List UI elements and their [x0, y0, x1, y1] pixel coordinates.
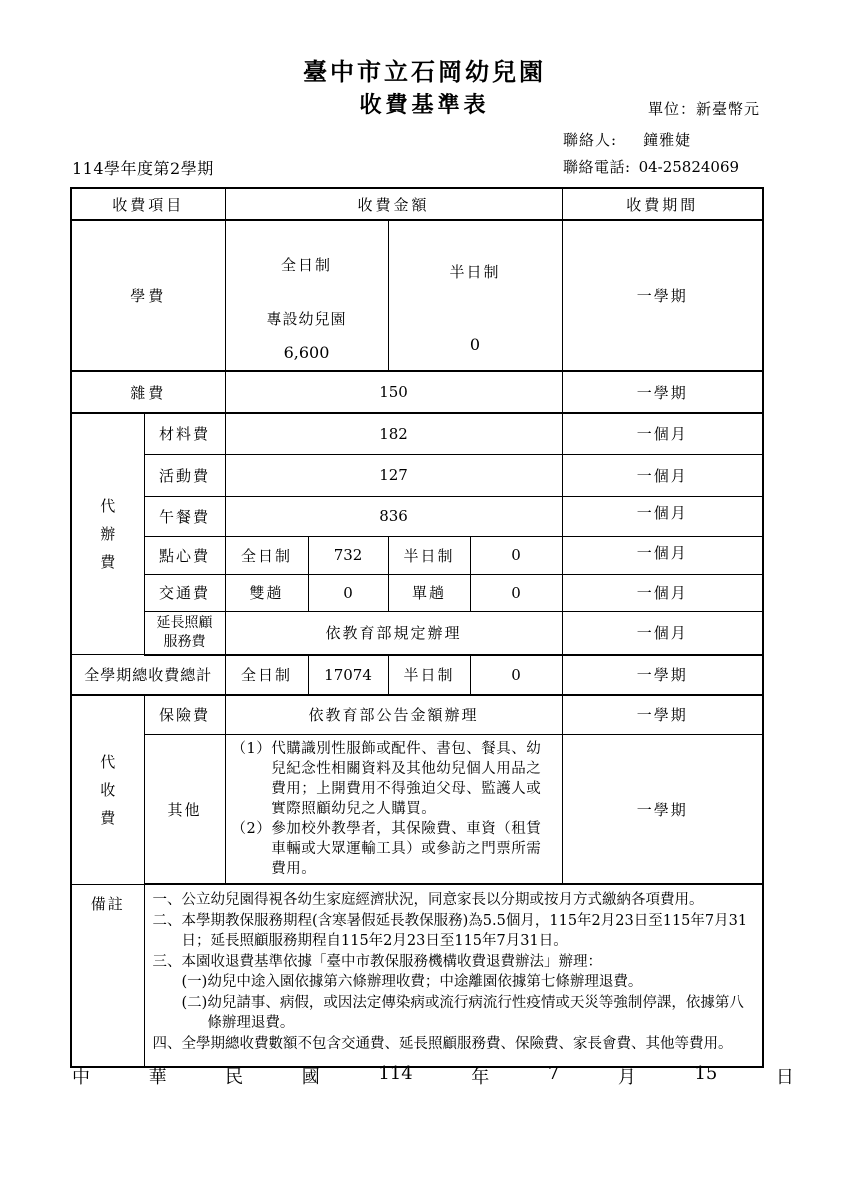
lunch-fee-period: 一個月: [562, 496, 763, 536]
header-fee-item: 收費項目: [71, 188, 225, 220]
extended-care-fee-amount: 依教育部規定辦理: [225, 611, 562, 655]
transport-single-trip-amount: 0: [470, 574, 562, 611]
lunch-fee-row: [71, 496, 763, 536]
snack-fee-row: [71, 536, 763, 574]
remarks-row: [71, 884, 763, 1067]
header-fee-period: 收費期間: [562, 188, 763, 220]
materials-fee-period: 一個月: [562, 413, 763, 454]
contact-person-name: 鐘雅婕: [643, 131, 692, 149]
extended-care-label-line1: 延長照顧: [156, 614, 213, 631]
collect-group-char: 代: [100, 752, 116, 771]
extended-care-fee-period: 一個月: [562, 611, 763, 655]
transport-single-trip-label: 單趟: [388, 574, 470, 611]
remark-item-1: [153, 890, 755, 911]
other-fees-description: [225, 735, 562, 885]
collect-fees-group-label: [71, 695, 144, 885]
semester-total-full-day-amount: 17074: [308, 655, 388, 695]
activities-fee-period: 一個月: [562, 454, 763, 496]
remark-item-3: [153, 952, 755, 973]
date-part-month: 7: [547, 1063, 560, 1084]
remark-1-marker: 一、: [152, 892, 182, 908]
other-item-2-marker: （2）: [231, 821, 272, 837]
remark-item-2: [153, 911, 755, 952]
agency-group-char: 費: [100, 553, 116, 571]
remark-3-1-marker: (一): [181, 974, 208, 990]
other-fees-item-1: [232, 739, 556, 819]
document-title: 收費基準表: [359, 92, 490, 118]
other-item-1-text: 代購識別性服飾或配件、書包、餐具、幼兒紀念性相關資料及其他幼兒個人用品之費用；上開費用不得強迫父母、監護人或實際照顧幼兒之人購買。: [271, 741, 542, 817]
collect-group-char: 費: [100, 808, 116, 827]
activities-fee-row: [71, 454, 763, 496]
tuition-row: [71, 220, 763, 371]
remarks-content: [144, 884, 763, 1067]
remark-3-marker: 三、: [152, 953, 182, 970]
transport-fee-row: [71, 574, 763, 611]
remark-3-2-text: 幼兒請事、病假，或因法定傳染病或流行病流行性疫情或天災等強制停課，依據第八條辦理退費。: [207, 994, 744, 1031]
snack-full-day-amount: 732: [308, 536, 388, 574]
lunch-fee-label: 午餐費: [144, 496, 225, 536]
other-fees-label: 其他: [144, 735, 225, 885]
other-item-2-text: 參加校外教學者，其保險費、車資（租賃車輛或大眾運輸工具）或參訪之門票所需費用。: [271, 821, 542, 877]
date-part-year: 114: [378, 1063, 413, 1084]
remark-2-marker: 二、: [152, 912, 182, 929]
date-part: 年: [471, 1067, 490, 1088]
extended-care-label-line2: 服務費: [163, 633, 206, 650]
remarks-label: 備註: [71, 884, 144, 1067]
tuition-half-day-cell: [388, 220, 562, 371]
tuition-full-day-amount: 6,600: [283, 342, 330, 362]
remark-4-text: 全學期總收費數額不包含交通費、延長照顧服務費、保險費、家長會費、其他等費用。: [181, 1035, 733, 1052]
remark-4-marker: 四、: [152, 1035, 182, 1052]
activities-fee-amount: 127: [225, 454, 562, 496]
materials-fee-amount: 182: [225, 413, 562, 454]
transport-round-trip-label: 雙趟: [225, 574, 308, 611]
remark-item-3-2: [182, 993, 755, 1034]
remark-item-3-1: [182, 972, 755, 993]
other-fees-item-2: [232, 819, 556, 879]
roc-date-line: [72, 1063, 794, 1089]
snack-full-day-label: 全日制: [225, 536, 308, 574]
remark-2-text: 本學期教保服務期程(含寒暑假延長教保服務)為5.5個月，115年2月23日至115年7月31日；延長照顧服務期程自115年2月23日至115年7月31日。: [181, 912, 748, 949]
other-fees-row: [71, 735, 763, 885]
transport-fee-label: 交通費: [144, 574, 225, 611]
remark-3-2-marker: (二): [181, 994, 208, 1011]
misc-fee-period: 一學期: [562, 371, 763, 413]
fee-table: [70, 187, 764, 1068]
semester-total-row: [71, 655, 763, 695]
semester-label: 114學年度第2學期: [72, 159, 214, 178]
semester-total-full-day-label: 全日制: [225, 655, 308, 695]
contact-person-label: 聯絡人:: [563, 131, 618, 149]
extended-care-fee-label: [144, 611, 225, 655]
semester-total-label: 全學期總收費總計: [71, 655, 225, 695]
contact-phone-line: [563, 156, 739, 177]
materials-fee-label: 材料費: [144, 413, 225, 454]
extended-care-fee-row: [71, 611, 763, 655]
date-part-day: 15: [694, 1063, 718, 1084]
agency-fees-group-label: [71, 413, 144, 655]
materials-fee-row: [71, 413, 763, 454]
remark-3-1-text: 幼兒中途入園依據第六條辦理收費；中途離園依據第七條辦理退費。: [207, 974, 643, 990]
date-part: 民: [225, 1067, 244, 1088]
misc-fee-row: [71, 371, 763, 413]
insurance-fee-label: 保險費: [144, 695, 225, 735]
other-item-1-marker: （1）: [231, 741, 272, 757]
date-part: 日: [775, 1067, 794, 1088]
snack-half-day-label: 半日制: [388, 536, 470, 574]
currency-unit-note: 單位：新臺幣元: [648, 100, 761, 118]
tuition-period: 一學期: [562, 220, 763, 371]
transport-round-trip-amount: 0: [308, 574, 388, 611]
activities-fee-label: 活動費: [144, 454, 225, 496]
tuition-label: 學費: [71, 220, 225, 371]
contact-phone-number: 04-25824069: [638, 158, 740, 176]
date-part: 華: [148, 1067, 167, 1088]
misc-fee-amount: 150: [225, 371, 562, 413]
insurance-fee-row: [71, 695, 763, 735]
header-fee-amount: 收費金額: [225, 188, 562, 220]
tuition-full-day-cell: [225, 220, 388, 371]
tuition-half-day-label: 半日制: [449, 263, 501, 281]
contact-phone-label: 聯絡電話:: [563, 158, 631, 176]
date-part: 中: [72, 1067, 90, 1088]
tuition-full-day-label: 全日制: [281, 255, 333, 274]
tuition-half-day-amount: 0: [469, 335, 481, 354]
remark-item-4: [153, 1034, 755, 1055]
school-name: 臺中市立石岡幼兒園: [303, 57, 546, 86]
remark-3-text: 本園收退費基準依據「臺中市教保服務機構收費退費辦法」辦理：: [181, 953, 602, 970]
insurance-fee-amount: 依教育部公告金額辦理: [225, 695, 562, 735]
snack-half-day-amount: 0: [470, 536, 562, 574]
table-header-row: [71, 188, 763, 220]
contact-person-line: [563, 129, 691, 150]
insurance-fee-period: 一學期: [562, 695, 763, 735]
lunch-fee-amount: 836: [225, 496, 562, 536]
remark-1-text: 公立幼兒園得視各幼生家庭經濟狀況，同意家長以分期或按月方式繳納各項費用。: [181, 892, 704, 908]
semester-total-period: 一學期: [562, 655, 763, 695]
transport-fee-period: 一個月: [562, 574, 763, 611]
tuition-full-day-type: 專設幼兒園: [266, 309, 347, 328]
agency-group-char: 代: [100, 497, 116, 515]
agency-group-char: 辦: [100, 525, 116, 543]
semester-total-half-day-label: 半日制: [388, 655, 470, 695]
other-fees-period: 一學期: [562, 735, 763, 885]
snack-fee-period: 一個月: [562, 536, 763, 574]
date-part: 國: [301, 1067, 320, 1088]
misc-fee-label: 雜費: [71, 371, 225, 413]
semester-total-half-day-amount: 0: [470, 655, 562, 695]
date-part: 月: [617, 1067, 636, 1088]
snack-fee-label: 點心費: [144, 536, 225, 574]
collect-group-char: 收: [100, 780, 116, 799]
